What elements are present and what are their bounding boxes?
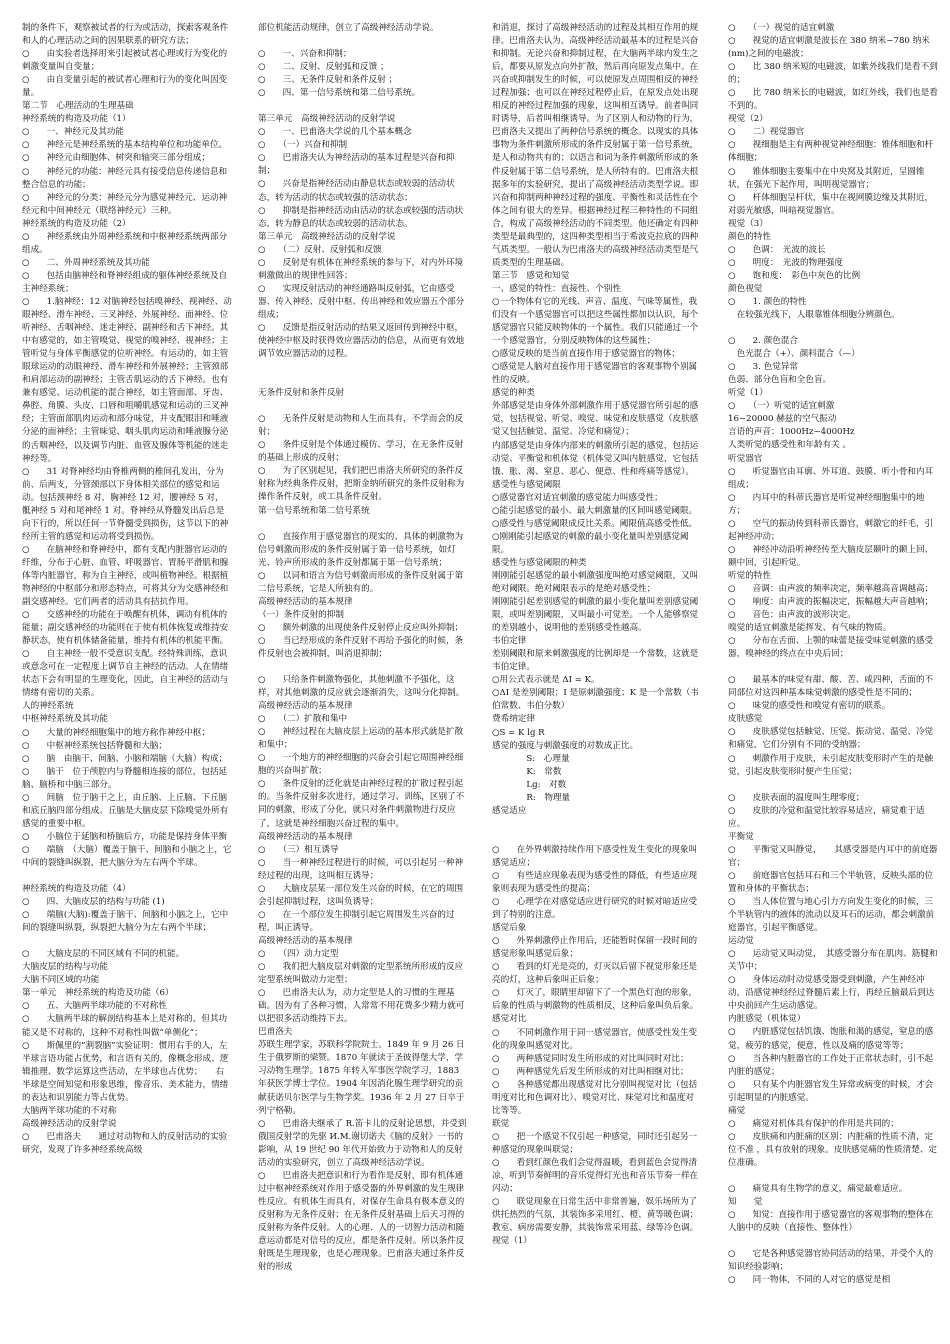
paragraph: 费希纳定律 [492, 714, 535, 725]
paragraph [258, 400, 468, 413]
paragraph: 无条件反射和条件反射 [258, 388, 344, 399]
paragraph: ○ 平衡觉又叫静觉， 其感受器是内耳中的前庭器官； [728, 844, 938, 868]
paragraph: 第三单元 高级神经活动的反射学说 [258, 114, 396, 125]
paragraph: 16~20000 赫兹的空气振动 [728, 414, 837, 425]
paragraph: ○ 实现反射活动的神经通路叫反射弧，它由感受器、传入神经、反射中枢、传出神经和效应器五个部分组成； [258, 283, 465, 320]
paragraph [258, 35, 468, 48]
paragraph: 颜色的特性 [728, 231, 771, 242]
paragraph: ○ 神经系统由外周神经系统和中枢神经系统两部分组成。 [22, 231, 228, 255]
paragraph: ○ 响度：由声波的振幅决定，振幅越大声音越响； [728, 597, 934, 608]
paragraph: ○感受性与感觉阈限成反比关系。阈限值高感受性低。 [492, 518, 698, 529]
paragraph: ○ 当各种内脏器官的工作处于正常状态时，引不起内脏的感觉； [728, 1053, 934, 1077]
paragraph: ○ 灯灭了，眼睛里却留下了一个黑色灯泡的形象，后象的性质与刺激物的性质相反，这种后象叫负后象。 [492, 988, 699, 1012]
paragraph: ○ 斯佩里的“割裂脑”实验证明：惯用右手的人，左半球言语功能占优势，和言语有关的，像概念形成、逻辑推理、数学运算这些活动，左半球也占优势； 右半球是空间知觉和形象思维，像音乐、美术能力，情绪的表达和识别能力等占优势。 [22, 1040, 229, 1103]
paragraph: ○ 音色：由声波的波形决定。 [728, 610, 856, 621]
text-column-3 [492, 22, 702, 1338]
paragraph: ○ 巴甫洛夫认为神经活动的基本过程是兴奋和抑制； [258, 153, 455, 177]
paragraph: K: 常数 [492, 766, 562, 777]
paragraph: ○ 内耳中的科蒂氏器官是听觉神经细胞集中的地方； [728, 492, 925, 516]
paragraph: 感觉的强度与刺激强度的对数成正比。 [492, 740, 639, 751]
paragraph: 大脑两半球功能的不对称 [22, 1105, 117, 1116]
paragraph: ○ 小脑位于延脑和桥脑后方，功能是保持身体平衡 [22, 831, 228, 842]
paragraph: ○一个物体有它的光线、声音、温度、气味等属性，我们没有一个感觉器官可以把这些属性都加以认识，每个感觉器官只能反映物体的一个属性。我们只能通过一个一个感觉器官，分别反映物体的这些属性； [492, 296, 699, 347]
paragraph: ○ 端脑 （大脑）覆盖于脑干、间脑和小脑之上，它中间的裂缝叫纵裂，把大脑分为左右两个半球。 [22, 844, 232, 868]
paragraph: ○ 大脑两半球的解剖结构基本上是对称的，但其功能又是不对称的，这种不对称性叫做“单侧化”； [22, 1014, 228, 1038]
paragraph: ○ 听觉器官由耳廓、外耳道、鼓膜、听小骨和内耳组成； [728, 466, 934, 490]
paragraph: ○ 反射是有机体在神经系统的参与下，对内外环境刺激做出的规律性回答； [258, 257, 464, 281]
paragraph: ○ 痛觉具有生物学的意义，痛觉最难适应。 [728, 1183, 908, 1194]
paragraph [728, 661, 938, 674]
paragraph: 在较强光线下，人眼靠锥体细胞分辨颜色。 [728, 310, 900, 321]
paragraph: 神经系统的构造及功能（1） [22, 114, 131, 125]
paragraph: ○ 当已经形成的条件反射不再给予强化的时候，条件反射也会被抑制，叫消退抑制； [258, 635, 464, 659]
paragraph: 第三节 感觉和知觉 [492, 270, 570, 281]
paragraph: 中枢神经系统及其功能 [22, 714, 108, 725]
paragraph [258, 361, 468, 374]
paragraph: 颜色视觉 [728, 283, 763, 294]
paragraph: ○ 最基本的味觉有甜、酸、苦、咸四种，舌面的不同部位对这四种基本味觉刺激的感受性是不同的； [728, 675, 934, 699]
paragraph: ○ 身体运动时动觉感受器受到刺激，产生神经冲动，沿感觉神经经过脊髓后素上行，再经丘脑最后到达中央前回产生运动感觉。 [728, 975, 935, 1012]
paragraph: ○ 在脑神经和脊神经中，都有支配内脏器官运动的纤维，分布于心脏、血管、呼吸器官、胃肠平滑肌和腺体等内脏器官，称为自主神经，或叫植物神经。根据植物神经的中枢部分和形态特点，可将其分为交感神经和副交感神经。它们两者的活动具有拮抗作用。 [22, 544, 229, 608]
paragraph: 大脑皮层的结构与功能 [22, 962, 108, 973]
paragraph [728, 1170, 938, 1183]
paragraph: 神经系统的构造及功能（2） [22, 218, 131, 229]
paragraph: 色弱、部分色盲和全色盲。 [728, 375, 832, 386]
paragraph: 感觉对比 [492, 1014, 527, 1025]
paragraph: ○感觉是人脑对直接作用于感觉器官的客观事物个别属性的反映。 [492, 362, 698, 386]
paragraph: ○ 大脑皮层某一部位发生兴奋的时候，在它的周围会引起抑制过程，这叫负诱导； [258, 883, 464, 907]
paragraph: ○能引起感觉的最小、最大刺激量的区间叫感觉阈限。 [492, 505, 698, 516]
paragraph: ○ 脑干 位于颅腔内与脊髓相连接的部位，包括延脑、脑桥和中脑三部分。 [22, 766, 228, 790]
paragraph [258, 661, 468, 674]
paragraph: 言语的声音：1000Hz~4000Hz [728, 427, 855, 438]
paragraph: 听觉（1） [728, 388, 768, 399]
paragraph: ○ 由自变量引起的被试者心理和行为的变化叫因变量。 [22, 75, 228, 99]
paragraph: ○ 抑制是指神经活动由活动的状态或较强的活动状态，转为静息的状态或较弱的活动状态。 [258, 205, 464, 229]
paragraph: 第三单元 高级神经活动的反射学说 [258, 231, 396, 242]
paragraph: ○ 2. 颜色混合 [728, 336, 798, 347]
paragraph: 外部感觉是由身体外部刺激作用于感觉器官所引起的感觉，包括视觉、听觉、嗅觉、味觉和皮肤感觉（皮肤感觉又包括触觉、温觉、冷觉和痛觉）； [492, 401, 699, 438]
paragraph: 高级神经活动的基本规律 [258, 935, 353, 946]
paragraph: 苏联生理学家，苏联科学院院士。1849 年 9 月 26 日生于俄罗斯的梁赞。1870 年就读于圣彼得堡大学，学习动物生理学。1875 年转入军事医学院学习，1883 年获医学博士学位。1904 年因消化腺生理学研究的贡献获诺贝尔医学与生物学奖。1936 年 2 月 27 日卒于列宁格勒。 [258, 1040, 465, 1116]
text-column-1 [22, 22, 232, 1338]
paragraph: ○ 在一个部位发生抑制引起它周围发生兴奋的过程，叫正诱导。 [258, 909, 455, 933]
paragraph: ○ 看到红颜色我们会觉得温暖，看到蓝色会觉得清凉，听到节奏鲜明的音乐觉得灯光也和音乐节奏一样在闪动； [492, 1157, 699, 1195]
paragraph: ○ 三、无条件反射和条件反射 ； [258, 75, 398, 86]
paragraph: ○ 神经元由细胞体、树突和轴突三部分组成； [22, 153, 210, 164]
paragraph: ○ 巴甫洛夫 通过对动物和人的反射活动的实验研究，发现了许多神经系统高级 [22, 1131, 228, 1155]
paragraph: ○ （二）扩散和集中 [258, 714, 348, 725]
paragraph [728, 1235, 938, 1248]
text-column-4 [728, 22, 938, 1338]
paragraph: ○ 二、外周神经系统及其功能 [22, 257, 150, 268]
paragraph: ○ 条件反射的泛化就是由神经过程的扩散过程引起的。当条件反射多次进行，通过学习、训练，区别了不同的刺激，形成了分化，就只对条件刺激物进行反应了，这就是神经细胞兴奋过程的集中。 [258, 779, 465, 829]
paragraph: ○ 两种感觉先后发生所形成的对比叫相继对比； [492, 1066, 689, 1077]
paragraph: ○ 一、兴奋和抑制； [258, 49, 352, 60]
paragraph: 联觉 [492, 1118, 510, 1129]
paragraph: ○ 把一个感觉不仅引起一种感觉，同时还引起另一种感觉的现象叫联觉； [492, 1131, 698, 1155]
paragraph: ○ 视觉的适宜刺激是波长在 380 纳米~780 纳米(nm)之间的电磁波； [728, 36, 930, 60]
paragraph [728, 779, 938, 792]
paragraph: ○ 同一物体，不同的人对它的感觉是相 [728, 1275, 891, 1286]
paragraph: ○ 神经元是神经系统的基本结构单位和功能单位。 [22, 140, 228, 151]
paragraph: ○ 饱和度： 彩色中灰色的比例 [728, 270, 861, 281]
paragraph: ○ 只给条件刺激物强化，其他刺激不予强化，这样，对其他刺激的反应就会逐渐消失，这叫分化抑制。 [258, 675, 465, 699]
paragraph: ○ΔI 是差别阈限；I 是原刺激强度；K 是一个常数（韦伯常数、韦伯分数） [492, 688, 699, 712]
paragraph: 内部感觉是由身体内部来的刺激所引起的感觉，包括运动觉、平衡觉和机体觉（机体觉又叫内脏感觉，它包括饿、胀、渴、窒息、恶心、便意、性和疼痛等感觉）。 [492, 440, 699, 477]
paragraph: ○ 皮肤痛和内脏痛的区别：内脏痛的性质不清，定位不准 ，具有放射的现象。皮肤感觉痛的性质清楚、定位准确。 [728, 1131, 937, 1168]
paragraph: 嗅觉的适宜刺激是能挥发、有气味的物质。 [728, 623, 892, 634]
paragraph: ○ （四）动力定型 [258, 949, 339, 959]
paragraph: ○ 皮肤的冷觉和温觉比较容易适应，痛觉难于适应。 [728, 805, 925, 829]
paragraph: ○ 空气的振动传到科蒂氏器官，刺激它的纤毛，引起神经冲动； [728, 518, 934, 542]
paragraph: ○ 二）视觉器官 [728, 127, 805, 138]
paragraph: ○ 音调：由声波的频率决定，频率越高音调越高； [728, 583, 934, 594]
paragraph: ○感觉器官对适宜刺激的感觉能力叫感受性； [492, 492, 663, 503]
paragraph: ○ 额外刺激的出现使条件反射停止反应叫外抑制； [258, 622, 464, 633]
paragraph: 听觉的特性 [728, 570, 771, 581]
paragraph: ○ 交感神经的功能在于唤醒有机体，调动有机体的能量；副交感神经的功能则在于使有机体恢复或维持安静状态，使有机体储备能量，维持有机体的机能平衡。 [22, 610, 229, 647]
paragraph: ○ 运动觉又叫动觉， 其感受器分布在肌肉、筋腱和关节中； [728, 949, 938, 973]
paragraph: 运动觉 [728, 936, 754, 947]
paragraph: 制的条件下，观察被试者的行为或活动，探索客观条件和人的心理活动之间的因果联系的研究方法； [22, 23, 229, 47]
paragraph: Lg: 对数 [492, 779, 567, 790]
paragraph [492, 818, 702, 831]
paragraph: ○ 一个地方的神经细胞的兴奋会引起它周围神经细胞的兴奋叫扩散； [258, 753, 464, 777]
paragraph: 人类听觉的感受性和年龄有关 。 [728, 440, 852, 451]
paragraph: 刚刚能引起感觉的最小刺激强度叫绝对感觉阈限，又叫绝对阈限。绝对阈限表示的是绝对感受性； [492, 570, 699, 595]
paragraph: ○ 以词和语言为信号刺激而形成的条件反射属于第二信号系统，它是人所独有的。 [258, 570, 464, 594]
paragraph: 皮肤感觉 [728, 714, 763, 725]
paragraph: 知 觉 [728, 1197, 763, 1208]
paragraph: ○ 心理学在对感觉适应进行研究的时候对暗适应受到了特别的注意。 [492, 897, 698, 921]
paragraph: ○ 有些适应现象表现为感受性的降低，有些适应现象则表现为感受性的提高； [492, 870, 698, 894]
paragraph: ○用公式表示就是 ΔI = K。 [492, 675, 600, 686]
paragraph: 韦伯定律 [492, 636, 527, 647]
paragraph: ○ 分布在舌面、上颚的味蕾是接受味觉刺激的感受器，嗅神经的终点在中央后回； [728, 636, 934, 660]
paragraph [258, 100, 468, 113]
paragraph: 第一单元 神经系统的构造及功能（6） [22, 988, 174, 999]
paragraph: 神经系统的构造及功能（4） [22, 884, 131, 895]
paragraph: 人的神经系统 [22, 701, 74, 712]
paragraph: ○ 色调： 光波的波长 [728, 244, 826, 255]
paragraph: 内脏感觉（机体觉） [728, 1014, 806, 1025]
paragraph: ○ 两种感觉同时发生所形成的对比叫同时对比； [492, 1053, 689, 1064]
paragraph: 感受性与感觉阈限 [492, 479, 561, 490]
paragraph: ○ 联觉现象在日常生活中非常普遍，娱乐场所为了烘托热烈的气氛，其装饰多采用红、橙、黄等暖色调；教室、病房需要安静，其装饰常采用蓝、绿等冷色调。 [492, 1197, 699, 1234]
paragraph: 差别阈限和原来刺激强度的比例却是一个常数，这就是韦伯定律。 [492, 649, 699, 673]
paragraph: ○ 无条件反射是动物和人生而具有，不学而会的反射； [258, 414, 464, 438]
paragraph: ○ 1. 颜色的特性 [728, 296, 807, 307]
paragraph: ○ 四、第一信号系统和第二信号系统。 [258, 88, 421, 99]
paragraph: ○ 间脑 位于脑干之上，由丘脑、上丘脑、下丘脑和底丘脑四部分组成。丘脑是大脑皮层下除嗅觉外所有感觉的重要中枢。 [22, 792, 229, 829]
paragraph: 大脑不同区域的功能 [22, 975, 100, 986]
paragraph: ○ 视细胞是主有两种视觉神经细胞：锥体细胞和杆体细胞； [728, 140, 934, 164]
paragraph: 高级神经活动的基本规律 [258, 596, 353, 607]
paragraph: 感觉后象 [492, 923, 527, 934]
paragraph [258, 374, 468, 387]
paragraph: 平衡觉 [728, 831, 754, 842]
paragraph: ○ 外界刺激停止作用后，还能暂时保留一段时间的感觉形象叫感觉后象； [492, 936, 698, 960]
paragraph: ○ （三）相互诱导 [258, 844, 339, 855]
paragraph [22, 870, 232, 883]
paragraph: 高级神经活动的基本规律 [258, 701, 353, 712]
paragraph: ○ 看到的灯光是亮的，灯灭以后留下视觉形象还是亮的灯，这种后象叫正后象； [492, 962, 698, 986]
paragraph: ○ 痛觉对机体具有保护的作用是共同的； [728, 1118, 899, 1129]
paragraph: ○ 包括由脑神经和脊神经组成的躯体神经系统及自主神经系统； [22, 270, 228, 294]
paragraph: ○ 大量的神经细胞集中的地方称作神经中枢； [22, 727, 210, 738]
paragraph: ○ 当人体位置与地心引力方向发生变化的时候，三个半轨管内的液体的流动以及耳石的运动，都会刺激前庭器官，引起平衡感觉。 [728, 897, 935, 934]
paragraph: ○ 脑 由脑干、间脑、小脑和端脑（大脑）构成； [22, 753, 228, 764]
paragraph: ○ 味觉的感受性和嗅觉有密切的联系。 [728, 701, 891, 712]
paragraph: ○ 中枢神经系统包括脊髓和大脑； [22, 740, 167, 751]
paragraph [258, 518, 468, 531]
paragraph: ○ 皮肤表面的温度叫生理零度； [728, 792, 865, 803]
paragraph: ○ 比 380 纳米短的电磁波，如紫外线我们是看不到的； [728, 62, 938, 86]
paragraph: ○ 知觉：直接作用于感觉器官的客观事物的整体在人脑中的反映（直接性、整体性） [728, 1210, 934, 1234]
paragraph: ○ （一）听觉的适宜刺激 [728, 401, 835, 412]
paragraph: ○ 3. 色觉异常 [728, 362, 798, 373]
paragraph: ○刚刚能引起感觉的刺激的最小变化量叫差别感觉阈限。 [492, 531, 689, 555]
paragraph: ○ 1.脑神经：12 对脑神经包括嗅神经、视神经、动眼神经、滑车神经、三叉神经、外展神经、面神经、位听神经、舌咽神经、迷走神经、副神经和舌下神经。其中有感觉的，如主管嗅觉、视觉的嗅神经、视神经；主管听觉与身体平衡感觉的位听神经。有运动的，如主管眼球运动的动眼神经、滑车神经和外展神经；主管颈部和肩部运动的副神经；主管舌肌运动的舌下神经。也有兼有感觉、运动机能的混合神经，如主管面部、牙齿、鼻腔、角膜、头皮、口唇和咀嚼肌感觉和运动的三叉神经；主管面部肌肉运动和部分味觉，并支配眼泪和唾液分泌的面神经；主管味觉、咽头肌肉运动和唾液腺分泌的舌咽神经，以及调节内脏、血管及腺体等机能的迷走神经等。 [22, 296, 232, 464]
paragraph: ○ 在外界刺激持续作用下感受性发生变化的现象叫感觉适应； [492, 844, 698, 868]
paragraph: （一）条件反射的抑制 [258, 609, 344, 620]
paragraph: ○ 四、大脑皮层的结构与功能 (1) [22, 897, 165, 908]
paragraph: 感觉适应 [492, 805, 527, 816]
text-column-2 [258, 22, 468, 1338]
paragraph: ○ 31 对脊神经均由脊椎两侧的椎间孔发出，分为前、后两支，分管颈部以下身体相关部位的感觉和运动。包括颈神经 8 对，胸神经 12 对，腰神经 5 对，骶神经 5 对和尾神经 1 对。脊神经从脊髓发出后总是向下行的，所以任何一节脊髓受到损伤，这节以下的神经所主管的感觉和运动将受到损伤。 [22, 466, 229, 542]
paragraph [22, 935, 232, 948]
paragraph: ○ 比 780 纳米长的电磁波，如红外线，我们也是看不到的。 [728, 88, 938, 112]
paragraph: ○ 一、巴甫洛夫学说的几个基本概念 [258, 127, 412, 138]
paragraph: ○ 杆体细胞呈杆状，集中在视网膜边缘及其附近，对弱光敏感，叫暗视觉器官。 [728, 192, 934, 216]
paragraph: ○ 巴甫洛夫认为，动力定型是人的习惯的生理基础。因为有了各种习惯，人常常不用花费多少精力就可以把很多活动维持下去。 [258, 988, 465, 1025]
paragraph: ○ 神经冲动沿听神经传至大脑皮层颞叶的颞上回、颞中回，引起听觉。 [728, 544, 934, 568]
paragraph: 和消退，探讨了高级神经活动的过程及其相互作用的规律。巴甫洛夫认为，高级神经活动最基本的过程是兴奋和抑制。无论兴奋和抑制过程，在大脑两半球内发生之后，都要从原发点向外扩散，然后再向原发点集中。在兴奋或抑制发生的时候，可以使原发点周围相反的神经过程加强；也可以在神经过程停止后，在原发点处出现相反的神经过程加强的现象，这叫相互诱导。前者叫同时诱导，后者叫相继诱导。为了区别人和动物的行为，巴甫洛夫又提出了两种信号系统的概念。以现实的具体事物为条件刺激所形成的条件反射属于第一信号系统，是人和动物共有的；以语言和词为条件刺激所形成的条件反射属于第二信号系统，是人所特有的。巴甫洛夫根据多年的实验研究，提出了高级神经活动类型学说。即兴奋和抑制两种神经过程的强度、平衡性和灵活性在个体之间有很大的差异。根据神经过程三种特性的不同组合，构成了高级神经活动的不同类型。他还确定有四种类型是最典型的，这四种类型相当于希波克拉底的四种气质类型。一般认为巴甫洛夫的高级神经活动类型是气质类型的生理基础。 [492, 23, 699, 268]
paragraph: ○ 它是各种感觉器官协同活动的结果，并受个人的知识经验影响； [728, 1249, 934, 1273]
paragraph: ○ 五、大脑两半球功能的不对称性 [22, 1001, 167, 1012]
paragraph: ○感觉反映的是当前直接作用于感觉器官的物体； [492, 349, 680, 360]
paragraph: ○ 条件反射是个体通过模仿、学习，在无条件反射的基础上形成的反射； [258, 440, 464, 464]
paragraph: ○ （二）反射、反射弧和反馈 [258, 244, 382, 255]
paragraph: ○ 巴甫洛夫继承了 R.笛卡儿的反射论思想，并受到俄国反射学的先驱 И.М.谢切诺夫《脑的反射》一书的影响，从 19 世纪 90 年代开始致力于动物和人的反射活动的实验研究，创立了高级神经活动学说。 [258, 1118, 467, 1168]
paragraph: R: 物理量 [492, 792, 571, 803]
paragraph: 感受性与感觉阈限的种类 [492, 557, 587, 568]
paragraph: 视觉（1） [492, 1236, 532, 1247]
paragraph: ○ 当一种神经过程进行的时候，可以引起另一种神经过程的出现，这叫相互诱导； [258, 857, 464, 881]
paragraph: ○ 为了区别起见，我们把巴甫洛夫所研究的条件反射称为经典条件反射，把斯金纳所研究的条件反射称为操作条件反射，或工具条件反射。 [258, 466, 465, 503]
paragraph: ○ 巴甫洛夫把意识和行为看作是反射，即有机体通过中枢神经系统对作用于感受器的外界刺激的发生规律性反应。有机体生而具有，对保存生命具有极本意义的反射称为无条件反射；在无条件反射基础上后天习得的反射称为条件反射。人的心理、人的一切智力活动和随意运动都是对信号的反应，都是条件反射。所以条件反射既是生理现象，也是心理现象。巴甫洛夫通过条件反射的形成 [258, 1170, 465, 1273]
paragraph: 视觉（2） [728, 114, 768, 125]
paragraph: S: 心理量 [492, 753, 570, 764]
paragraph: 色光混合（+）、颜料混合（—） [728, 349, 860, 360]
paragraph: 痛觉 [728, 1105, 746, 1116]
paragraph: ○ 不同刺激作用于同一感觉器官，使感受性发生变化的现象叫感觉对比。 [492, 1027, 698, 1051]
paragraph: ○ 神经过程在大脑皮层上运动的基本形式就是扩散和集中； [258, 727, 464, 751]
paragraph: ○ 明度： 光波的物理强度 [728, 257, 843, 268]
paragraph: 刚刚能引起差别感觉的刺激的最小变化量叫差别感觉阈限，或叫差别阈限，又叫最小可觉差。一个人能够察觉的差别越小，说明他的差别感受性越高。 [492, 597, 699, 634]
paragraph: ○ 直接作用于感觉器官的现实的、具体的刺激物为信号刺激而形成的条件反射属于第一信号系统，如灯光、铃声所形成的条件反射都属于第一信号系统； [258, 531, 464, 568]
paragraph: ○ 各种感觉都出现感觉对比分别叫视觉对比（包括明度对比和色调对比）、嗅觉对比、味觉对比和温度对比等等。 [492, 1079, 698, 1116]
paragraph: ○ 刺激作用于皮肤，未引起皮肤变形时产生的是触觉，引起皮肤变形时便产生压觉； [728, 753, 934, 777]
paragraph: 高级神经活动的反射学说 [22, 1118, 117, 1129]
paragraph: ○ 神经元的分类：神经元分为感觉神经元、运动神经元和中间神经元（联络神经元）三种。 [22, 192, 228, 216]
paragraph [492, 831, 702, 844]
paragraph: ○ （一）兴奋和抑制 [258, 140, 348, 151]
paragraph: 感觉的种类 [492, 388, 535, 399]
paragraph: ○ 一、神经元及其功能 [22, 127, 125, 138]
paragraph: 视觉（3） [728, 218, 768, 229]
paragraph: ○ 由实验者选择用来引起被试者心理或行为变化的刺激变量叫自变量； [22, 49, 228, 73]
paragraph: 一、感觉的特性：直接性、个别性 [492, 283, 621, 294]
paragraph: ○ 大脑皮层的不同区域有不同的机能。 [22, 949, 185, 960]
paragraph: ○ 反馈是指反射活动的结果又返回传到神经中枢，使神经中枢及时获得效应器活动的信息，从而更有效地调节效应器活动的过程。 [258, 322, 465, 360]
paragraph: ○ 我们把大脑皮层对刺激的定型系统所形成的反应定型系统叫做动力定型； [258, 962, 464, 986]
paragraph: 第一信号系统和第二信号系统 [258, 505, 370, 516]
paragraph: ○S = K lg R [492, 727, 545, 738]
paragraph [728, 322, 938, 335]
paragraph: ○ 皮肤感觉包括触觉、压觉、振动觉、温觉、冷觉和痛觉，它们分别有不同的受纳器； [728, 727, 934, 751]
paragraph: ○ 神经元的功能：神经元具有接受信息传递信息和整合信息的功能； [22, 166, 228, 190]
paragraph: 部位机能活动规律，创立了高级神经活动学说。 [258, 23, 439, 33]
paragraph: 高级神经活动的基本规律 [258, 831, 353, 842]
paragraph: ○ 只有某个内脏器官发生异常或病变的时候，才会引起明显的内脏感觉。 [728, 1079, 934, 1103]
paragraph: ○ 前庭器官包括耳石和三个半轨管，反映头部的位置和身体的平衡状态； [728, 870, 934, 894]
paragraph: ○ （一）视觉的适宜刺激 [728, 23, 835, 33]
paragraph: ○ 兴奋是指神经活动由静息状态或较弱的活动状态，转为活动的状态或较强的活动状态； [258, 179, 455, 203]
paragraph: ○ 锥体细胞主要集中在中央窝及其附近，呈圆锥状，在强光下起作用，叫明视觉器官； [728, 166, 925, 190]
paragraph: ○ 端脑(大脑):覆盖于脑干、间脑和小脑之上，它中间的裂缝叫纵裂，纵裂把大脑分为左右两个半球； [22, 910, 229, 934]
paragraph: 第二节 心理活动的生理基础 [22, 101, 134, 112]
paragraph: ○ 内脏感觉包括饥饿、饱胀和渴的感觉，窒息的感觉，疲劳的感觉，便意，性以及痛的感觉等等； [728, 1027, 934, 1051]
paragraph: ○ 自主神经一般不受意识支配。经特殊训练，意识或意念可在一定程度上调节自主神经的活动。人在情绪状态下会有明显的生理变化，因此，自主神经的活动与情绪有密切的关系。 [22, 649, 229, 699]
paragraph: 巴甫洛夫 [258, 1027, 293, 1038]
paragraph: 听觉器官 [728, 453, 763, 464]
paragraph: ○ 二、反射、反射弧和反馈 ； [258, 62, 389, 73]
